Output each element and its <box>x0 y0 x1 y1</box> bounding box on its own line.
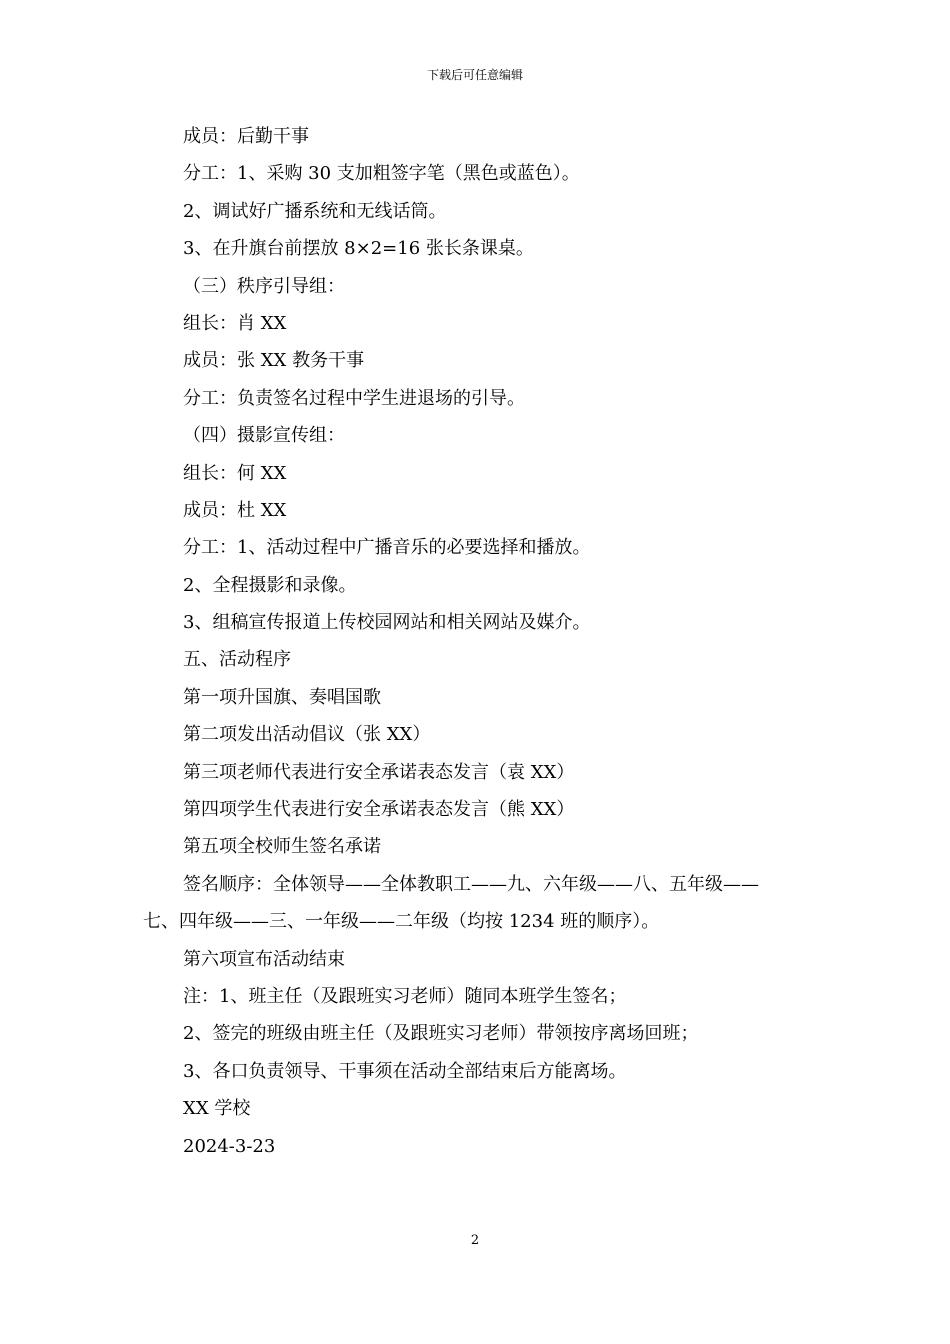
program-item: 第三项老师代表进行安全承诺表态发言（袁 XX） <box>183 761 575 783</box>
page-header: 下载后可任意编辑 <box>426 68 523 82</box>
section-heading: （三）秩序引导组： <box>183 275 345 297</box>
signature-date: 2024-3-23 <box>183 1135 276 1157</box>
section-heading: 五、活动程序 <box>183 649 291 671</box>
program-item: 第二项发出活动倡议（张 XX） <box>183 724 431 746</box>
note-line: 注：1、班主任（及跟班实习老师）随同本班学生签名； <box>183 985 627 1007</box>
text-line: 3、在升旗台前摆放 8×2=16 张长条课桌。 <box>183 238 534 260</box>
signing-order-line: 签名顺序：全体领导——全体教职工——九、六年级——八、五年级—— <box>183 873 759 895</box>
program-item: 第五项全校师生签名承诺 <box>183 836 381 858</box>
text-line: 成员：后勤干事 <box>183 126 309 147</box>
text-line: 成员：杜 XX <box>183 499 287 521</box>
text-line: 分工：1、采购 30 支加粗签字笔（黑色或蓝色）。 <box>183 163 580 185</box>
text-line: 分工：1、活动过程中广播音乐的必要选择和播放。 <box>183 537 591 559</box>
document-body <box>143 118 823 1165</box>
note-line: 3、各口负责领导、干事须在活动全部结束后方能离场。 <box>183 1060 627 1082</box>
program-item: 第六项宣布活动结束 <box>183 948 345 970</box>
page-number: 2 <box>470 1233 480 1248</box>
text-line: 2、全程摄影和录像。 <box>183 574 357 596</box>
text-line: 分工：负责签名过程中学生进退场的引导。 <box>183 387 525 409</box>
note-line: 2、签完的班级由班主任（及跟班实习老师）带领按序离场回班； <box>183 1023 699 1045</box>
signature-school: XX 学校 <box>183 1098 251 1120</box>
text-line: 组长：何 XX <box>183 462 287 484</box>
text-line: 2、调试好广播系统和无线话筒。 <box>183 200 447 222</box>
text-line: 成员：张 XX 教务干事 <box>183 350 365 372</box>
program-item: 第一项升国旗、奏唱国歌 <box>183 686 381 708</box>
text-line: 组长：肖 XX <box>183 312 287 334</box>
section-heading: （四）摄影宣传组： <box>183 425 345 447</box>
signing-order-continuation: 七、四年级——三、一年级——二年级（均按 1234 班的顺序）。 <box>143 911 660 933</box>
text-line: 3、组稿宣传报道上传校园网站和相关网站及媒介。 <box>183 612 591 634</box>
program-item: 第四项学生代表进行安全承诺表态发言（熊 XX） <box>183 799 575 821</box>
